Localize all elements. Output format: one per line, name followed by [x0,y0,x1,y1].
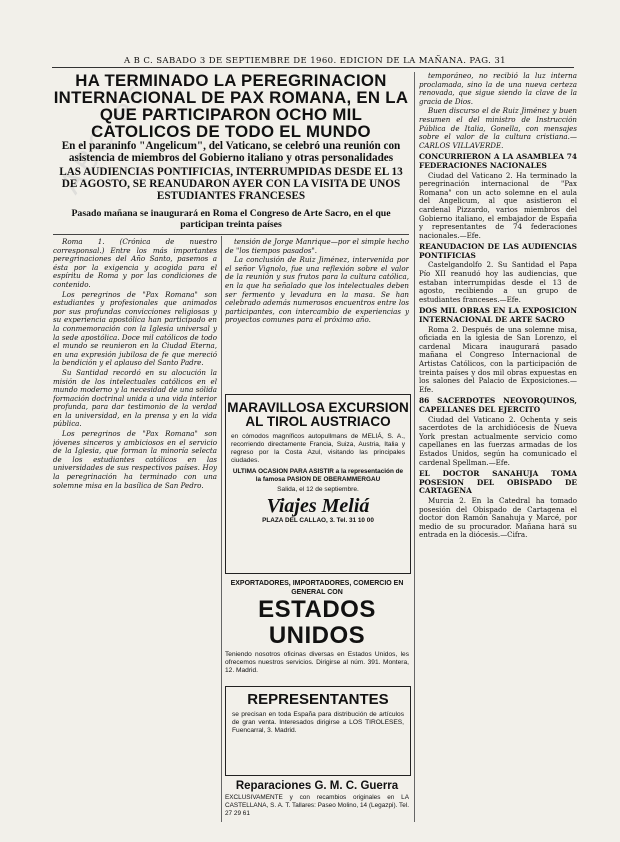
headline-rule [53,234,409,235]
subhead-audiencias: LAS AUDIENCIAS PONTIFICIAS, INTERRUMPIDAS DESDE EL 13 DE AGOSTO, SE REANUDARON AYER CON LA VISITA DE UNOS ESTUDIANTES FRANCESES [59,166,403,202]
travel-ad [225,394,411,574]
section-text: Roma 2. Después de una solemne misa, oficiada en la iglesia de San Lorenzo, el cardenal Micara inaugurará pasado mañana el Congreso Internacional de Artistas Católicos, con la participación de treinta países y dos mil obras expuestas en los salones del Palacio de Exposiciones.—Efe. [419,324,577,394]
repairs-ad-body: EXCLUSIVAMENTE y con recambios originales en LA CASTELLANA, S. A. T. Tallares: Paseo Molino, 14 (Legazpi). Tel. 27 29 61 [225,794,409,817]
section-text: Murcia 2. En la Catedral ha tomado posesión del Obispado de Cartagena el doctor don Ramón Sanahuja y Marcé, por medio de su procurador. Mañana hará su entrada en la diócesis.—Cifra. [419,495,577,540]
header-rule [52,67,574,68]
page-header: A B C. SABADO 3 DE SEPTIEMBRE DE 1960. EDICION DE LA MAÑANA. PAG. 31 [124,56,506,66]
representatives-ad-body: se precisan en toda España para distribución de artículos de gran venta. Interesados dirigirse a LOS TIROLESES, Fuencarral, 3. Madrid. [232,711,404,734]
section-heading: EL DOCTOR SANAHUJA TOMA POSESION DEL OBISPADO DE CARTAGENA [419,469,577,496]
right-col-paragraph: temporáneo, no recibió la luz interna proclamada, sino la de una nueva certeza renovada, que sigue siendo la clave de la gracia de Dios. [419,72,577,106]
travel-ad-address: PLAZA DEL CALLAO, 3. Tel. 31 10 00 [262,517,374,524]
usa-ad-body: Teniendo nosotros oficinas diversas en Estados Unidos, les ofrecemos nuestros servicios. Dirigirse al núm. 391. Montera, 12. Madrid. [225,651,409,674]
section-text: Ciudad del Vaticano 2. Ochenta y seis sacerdotes de la archidiócesis de Nueva York prestan actualmente servicio como capellanes en las fuerzas armadas de los Estados Unidos, según ha comunicado el cardenal Spellman.—Efe. [419,414,577,467]
section-text: Castelgandolfo 2. Su Santidad el Papa Pío XII reanudó hoy las audiencias, que estaban interrumpidas desde el 13 de agosto, recibiendo a un grupo de estudiantes franceses.—Efe. [419,260,577,304]
section-heading: REANUDACION DE LAS AUDIENCIAS PONTIFICIAS [419,242,577,260]
repairs-ad [225,780,409,824]
subhead-arte-sacro: Pasado mañana se inaugurará en Roma el Congreso de Arte Sacro, en el que participan treinta países [71,208,391,230]
column-divider-right [414,72,415,822]
mid-col-paragraph: La conclusión de Ruiz Jiménez, intervenida por el señor Vignolo, fue una reflexión sobre el valor de la reunión y sus frutos para la cultura católica, en la que ha señalado que los intelectuales deben ser fermento y levadura en la masa. Se han celebrado además numerosos encuentros entre los participantes, con intercambio de experiencias y proyectos comunes para el próximo año. [225,255,409,325]
right-col-paragraph: Buen discurso el de Ruiz Jiménez y buen resumen el del ministro de Instrucción Pública de Italia, Gonella, con mensajes sobre el valor de la cultura cristiana.—CARLOS VILLAVERDE. [419,106,577,150]
usa-ad-title: ESTADOS UNIDOS [258,596,376,649]
travel-ad-date: Salida, el 12 de septiembre. [277,486,359,493]
travel-ad-body: en cómodos magníficos autopullmans de MELIÁ, S. A., recorriendo directamente Francia, Suiza, Austria, Italia y regreso por la Costa Azul, visitando las principales ciudades. [231,433,405,464]
section-text: Ciudad del Vaticano 2. Ha terminado la peregrinación internacional de "Pax Romana" con un acto solemne en el aula del Angelicum, al que asistieron el cardenal Pizzardo, varios miembros del Gobierno italiano, el embajador de España y representantes de 74 federaciones nacionales.—Efe. [419,170,577,240]
column-divider-left [221,236,222,822]
travel-ad-title: MARAVILLOSA EXCURSION AL TIROL AUSTRIACO [227,400,409,429]
section-heading: 86 SACERDOTES NEOYORQUINOS, CAPELLANES DEL EJERCITO [419,396,577,414]
left-col-paragraph: Los peregrinos de "Pax Romana" son jóvenes sinceros y ambiciosos en el servicio de la Iglesia, que forman la minoría selecta de los estudiantes católicos en las universidades de sus respectivos países. Hoy la peregrinación ha terminado con una solemne misa en la basílica de San Pedro. [53,429,217,490]
usa-ad-top: EXPORTADORES, IMPORTADORES, COMERCIO EN GENERAL CON [230,580,404,596]
middle-column [225,238,409,388]
left-col-paragraph: Roma 1. (Crónica de nuestro corresponsal.) Entre los más importantes peregrinaciones del Año Santo, pasemos a ésta por la exigencia y acogida para el espíritu de Roma y por las condiciones de contenido. [53,238,217,289]
travel-ad-note: ULTIMA OCASION PARA ASISTIR a la representación de la famosa PASION DE OBERAMMERGAU [232,468,404,483]
left-column [53,238,217,824]
main-headline: HA TERMINADO LA PEREGRINACION INTERNACIONAL DE PAX ROMANA, EN LA QUE PARTICIPARON OCHO MIL CATOLICOS DE TODO EL MUNDO [53,71,409,141]
section-heading: CONCURRIERON A LA ASAMBLEA 74 FEDERACIONES NACIONALES [419,152,577,170]
mid-col-paragraph: tensión de Jorge Manrique—por el simple hecho de "los tiempos pasados". [225,238,409,255]
left-col-paragraph: Los peregrinos de "Pax Romana" son estudiantes y profesionales que animados por sus profundas convicciones religiosas y su experiencia apostólica han participado en la conmemoración con la Iglesia universal y la sede apostólica. Doce mil católicos de todo el mundo se reunieron en la Ciudad Eterna, en una expresión jubilosa de fe que mereció la bendición y el aplauso del Santo Padre. [53,289,217,368]
watermark: ABC.es [53,74,156,201]
left-col-paragraph: Su Santidad recordó en su alocución la misión de los intelectuales católicos en el mundo moderno y la necesidad de una sólida formación doctrinal unida a una vida interior profunda, para dar testimonio de la verdad en la universidad, en la prensa y en la vida pública. [53,367,217,429]
representatives-ad-title: REPRESENTANTES [247,691,389,708]
travel-ad-brand: Viajes Meliá [266,495,370,517]
subhead-angelicum: En el paraninfo "Angelicum", del Vaticano, se celebró una reunión con asistencia de miembros del Gobierno italiano y otras personalidades [61,140,401,164]
representatives-ad [225,686,411,776]
usa-ad [225,580,409,680]
section-heading: DOS MIL OBRAS EN LA EXPOSICION INTERNACIONAL DE ARTE SACRO [419,306,577,325]
repairs-ad-title: Reparaciones G. M. C. Guerra [235,780,399,792]
right-column [419,72,577,824]
